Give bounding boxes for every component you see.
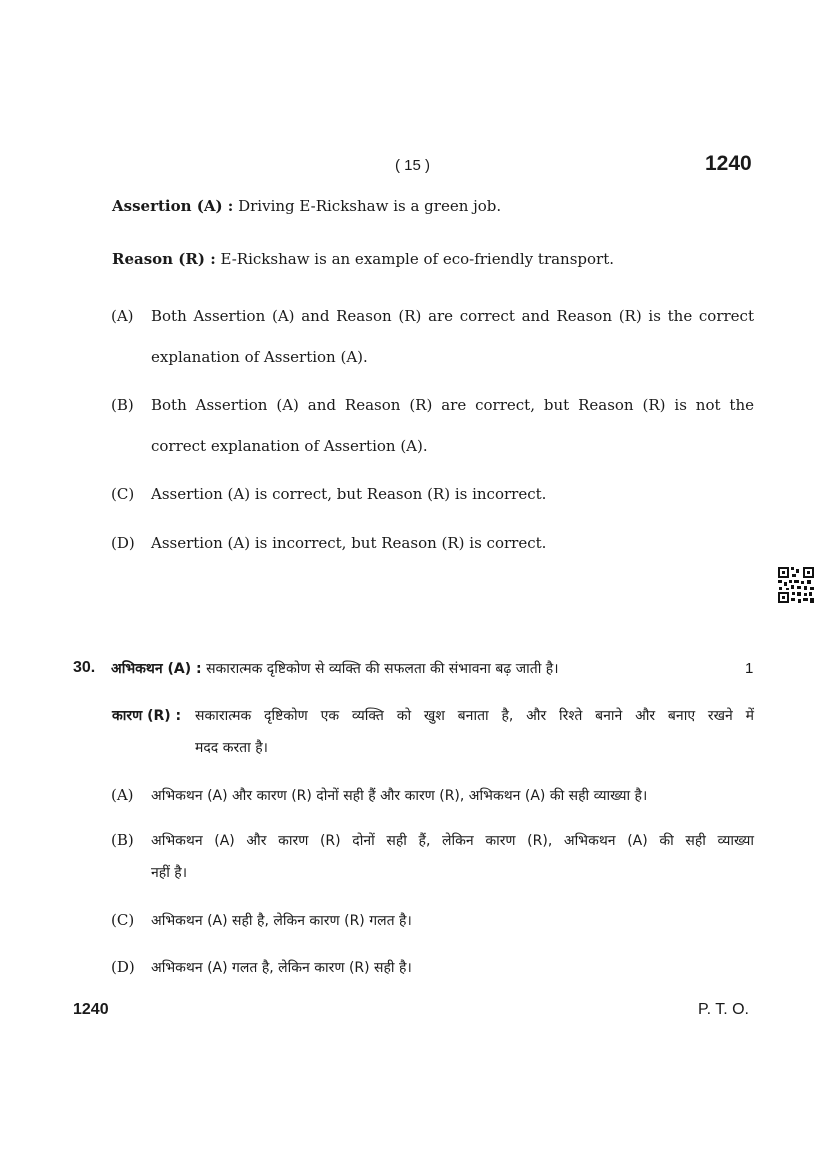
assertion-statement bbox=[112, 197, 501, 215]
option-text: Assertion (A) is correct, but Reason (R) is incorrect. bbox=[151, 485, 547, 503]
option-letter: (A) bbox=[111, 307, 134, 325]
option-letter: (C) bbox=[111, 911, 135, 929]
assertion-text: Driving E-Rickshaw is a green job. bbox=[238, 197, 502, 215]
reason-text: E-Rickshaw is an example of eco-friendly transport. bbox=[220, 250, 615, 268]
reason-statement bbox=[112, 250, 614, 268]
qr-code-icon bbox=[777, 566, 815, 604]
option-letter: (D) bbox=[111, 958, 135, 976]
page-number: ( 15 ) bbox=[395, 157, 431, 174]
option-text-continued: explanation of Assertion (A). bbox=[151, 348, 368, 366]
reason-label: Reason (R) : bbox=[112, 250, 216, 268]
assertion-label: Assertion (A) : bbox=[112, 197, 234, 215]
hindi-option-text: अभिकथन (A) और कारण (R) दोनों सही हैं और कारण (R), अभिकथन (A) की सही व्याख्या है। bbox=[151, 788, 648, 804]
hindi-assertion-text: सकारात्मक दृष्टिकोण से व्यक्ति की सफलता की संभावना बढ़ जाती है। bbox=[206, 661, 559, 677]
hindi-option-text: अभिकथन (A) गलत है, लेकिन कारण (R) सही है। bbox=[151, 960, 412, 976]
option-letter: (D) bbox=[111, 534, 135, 552]
option-letter: (B) bbox=[111, 396, 134, 414]
option-text: Both Assertion (A) and Reason (R) are correct and Reason (R) is the correct bbox=[151, 307, 754, 325]
hindi-option-text: अभिकथन (A) सही है, लेकिन कारण (R) गलत है। bbox=[151, 913, 412, 929]
hindi-option-text: अभिकथन (A) और कारण (R) दोनों सही हैं, लेकिन कारण (R), अभिकथन (A) की सही व्याख्या bbox=[151, 833, 754, 849]
question-number: 30. bbox=[73, 659, 96, 676]
hindi-reason-text: सकारात्मक दृष्टिकोण एक व्यक्ति को खुश बनाता है, और रिश्ते बनाने और बनाए रखने में bbox=[195, 708, 754, 724]
option-letter: (A) bbox=[111, 786, 134, 804]
hindi-assertion-label: अभिकथन (A) : bbox=[111, 661, 202, 677]
option-text: Assertion (A) is incorrect, but Reason (R) is correct. bbox=[151, 534, 547, 552]
please-turn-over: P. T. O. bbox=[698, 1001, 749, 1018]
option-letter: (C) bbox=[111, 485, 135, 503]
hindi-reason-label-text: कारण (R) : bbox=[112, 708, 182, 724]
question-marks: 1 bbox=[745, 660, 754, 677]
option-text: Both Assertion (A) and Reason (R) are correct, but Reason (R) is not the bbox=[151, 396, 754, 414]
hindi-reason-text-continued: मदद करता है। bbox=[195, 740, 268, 756]
hindi-assertion-statement bbox=[111, 659, 559, 678]
hindi-reason-label bbox=[112, 706, 181, 725]
paper-code: 1240 bbox=[705, 152, 752, 175]
option-text-continued: correct explanation of Assertion (A). bbox=[151, 437, 428, 455]
hindi-option-text-continued: नहीं है। bbox=[151, 865, 188, 881]
footer-paper-code: 1240 bbox=[73, 1001, 109, 1018]
option-letter: (B) bbox=[111, 831, 134, 849]
